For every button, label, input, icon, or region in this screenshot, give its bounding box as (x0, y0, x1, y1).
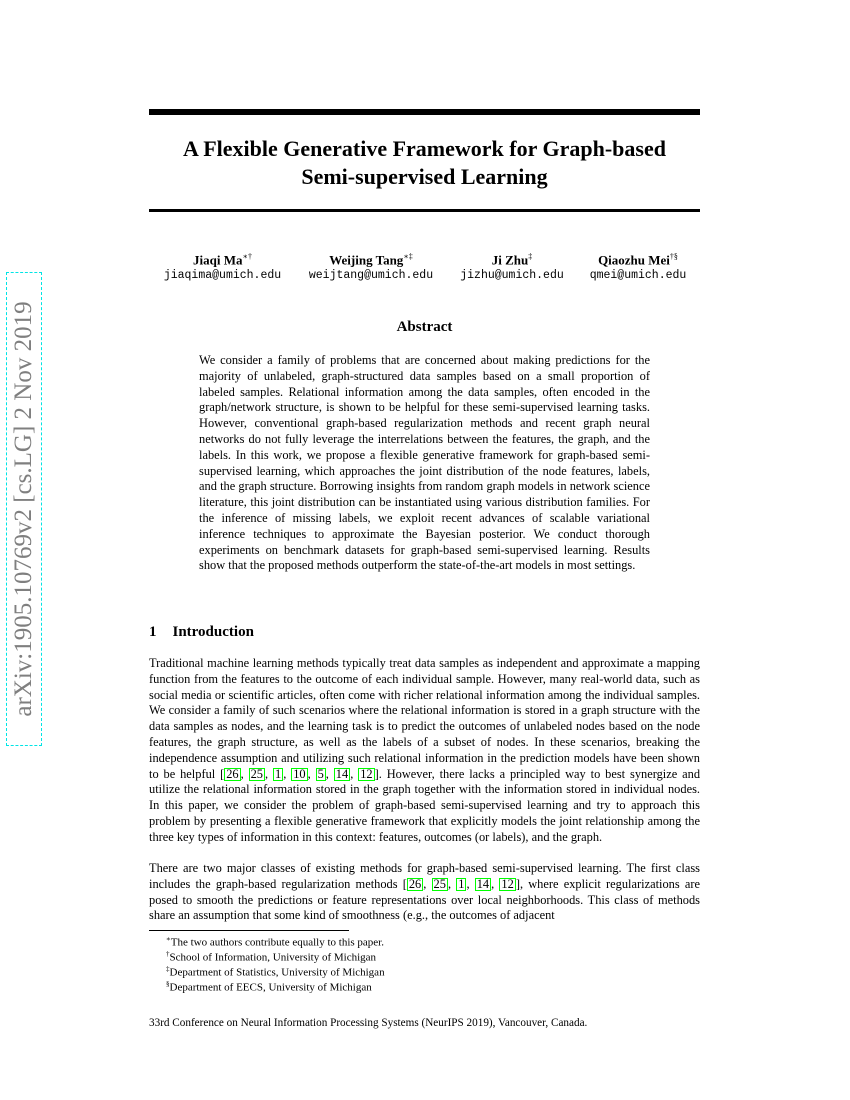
citation-link[interactable]: 1 (458, 876, 465, 891)
citation-group: 26 , 25 , 1 , 10 , 5 , 14 , 12 (226, 766, 373, 781)
footnote-4 (166, 977, 372, 995)
intro-paragraph-2 (149, 861, 700, 924)
citation-link[interactable]: 26 (408, 876, 422, 891)
author-name: Weijing Tang (329, 252, 404, 268)
author-1 (160, 249, 285, 283)
footnote-mark: ‡ (166, 965, 170, 973)
footnote-text: Department of Statistics, University of Michigan (169, 966, 385, 979)
paragraph-text: ], where explicit regularizations are posed to smooth the predictions or feature representations over local neighborhoods. This class of methods share an assumption that some kind of smoothness (e.g., the outcomes of adjacent (149, 876, 700, 923)
footnote-rule (149, 930, 349, 931)
author-4 (582, 249, 694, 283)
footnote-mark: § (166, 980, 170, 988)
citation-link[interactable]: 12 (501, 876, 514, 891)
citation-link[interactable]: 25 (433, 876, 446, 891)
author-2 (303, 249, 439, 283)
abstract-body: We consider a family of problems that are concerned about making predictions for the majority of unlabeled, graph-structured data samples based on a small proportion of labeled samples. Relational information among the data samples, often encoded in the graph/network structure, is shown to be helpful for these semi-supervised learning tasks. However, conventional graph-based regularization methods and recent graph neural networks do not fully leverage the interrelations between the features, the graph, and the labels. In this work, we propose a flexible generative framework for graph-based semi-supervised learning, which approaches the joint distribution of the node features, labels, and the graph structure. Borrowing insights from random graph models in network science literature, this joint distribution can be instantiated using various distribution families. For the inference of missing labels, we exploit recent advances of scalable variational inference techniques to approximate the Bayesian posterior. We conduct thorough experiments on benchmark datasets for graph-based semi-supervised learning. Results show that the proposed methods outperform the state-of-the-art models in most settings. (199, 353, 650, 573)
citation-group: 26 , 25 , 1 , 14 , 12 (408, 876, 514, 891)
paragraph-text: There are two major classes of existing methods for graph-based semi-supervised learning. The first class includes the graph-based regularization methods [ (149, 861, 700, 891)
author-email[interactable]: qmei@umich.edu (589, 269, 687, 283)
section-number: 1 (149, 624, 157, 640)
citation-link[interactable]: 25 (250, 766, 263, 781)
footnote-text: The two authors contribute equally to this paper. (170, 936, 384, 949)
footnote-text: Department of EECS, University of Michigan (169, 981, 372, 994)
paragraph-text: Traditional machine learning methods typically treat data samples as independent and approximate a mapping function from the features to the outcome of each individual sample. However, many real-world data, such as social media or scientific articles, often come with richer relational information among the individual samples. We consider a family of such scenarios where the relational information is stored in a graph structure with the data samples as nodes, and the learning task is to predict the outcomes of unlabeled nodes based on the node features, the graph structure, as well as the labels of a subset of nodes. In these scenarios, breaking the independence assumption and utilizing such relational information in the prediction models have been shown to be helpful [ (149, 656, 700, 781)
arxiv-stamp-text: arXiv:1905.10769v2 [cs.LG] 2 Nov 2019 (10, 301, 37, 717)
citation-link[interactable]: 14 (476, 876, 490, 891)
section-heading-introduction (149, 624, 254, 641)
author-mark: ∗‡ (403, 252, 413, 261)
citation-link[interactable]: 26 (226, 766, 239, 781)
title-line-1: A Flexible Generative Framework for Graph-based (183, 136, 666, 161)
abstract-heading: Abstract (396, 319, 453, 335)
title-line-2: Semi-supervised Learning (301, 164, 548, 189)
footnote-mark: ∗ (166, 935, 171, 943)
section-title: Introduction (172, 624, 254, 640)
citation-link[interactable]: 1 (275, 766, 282, 781)
author-email[interactable]: jizhu@umich.edu (460, 269, 564, 283)
intro-paragraph-1 (149, 656, 700, 846)
arxiv-stamp (6, 272, 42, 746)
author-email[interactable]: jiaqima@umich.edu (163, 269, 282, 283)
paper-title (149, 135, 700, 191)
author-mark: ∗† (242, 252, 252, 261)
author-email[interactable]: weijtang@umich.edu (308, 269, 434, 283)
title-top-rule (149, 109, 700, 115)
citation-link[interactable]: 12 (360, 766, 373, 781)
author-name: Qiaozhu Mei (598, 252, 670, 268)
author-mark: ‡ (528, 252, 533, 261)
author-3 (455, 249, 569, 283)
author-name: Jiaqi Ma (193, 252, 243, 268)
author-name: Ji Zhu (491, 252, 529, 268)
footnote-text: School of Information, University of Michigan (169, 951, 377, 964)
conference-notice: 33rd Conference on Neural Information Processing Systems (NeurIPS 2019), Vancouver, Canada. (149, 1017, 588, 1029)
citation-link[interactable]: 10 (293, 766, 306, 781)
citation-link[interactable]: 14 (335, 766, 349, 781)
footnote-mark: † (166, 950, 170, 958)
citation-link[interactable]: 5 (317, 766, 324, 781)
author-mark: †§ (669, 252, 678, 261)
paragraph-text: ]. However, there lacks a principled way to best synergize and utilize the relational information stored in the graph together with the information stored in individual nodes. In this paper, we consider the problem of graph-based semi-supervised learning and try to approach this problem by presenting a flexible generative framework that explicitly models the joint relationship among the three key types of information in this context: features, outcomes (or labels), and the graph. (149, 766, 701, 844)
title-bottom-rule (149, 209, 700, 212)
